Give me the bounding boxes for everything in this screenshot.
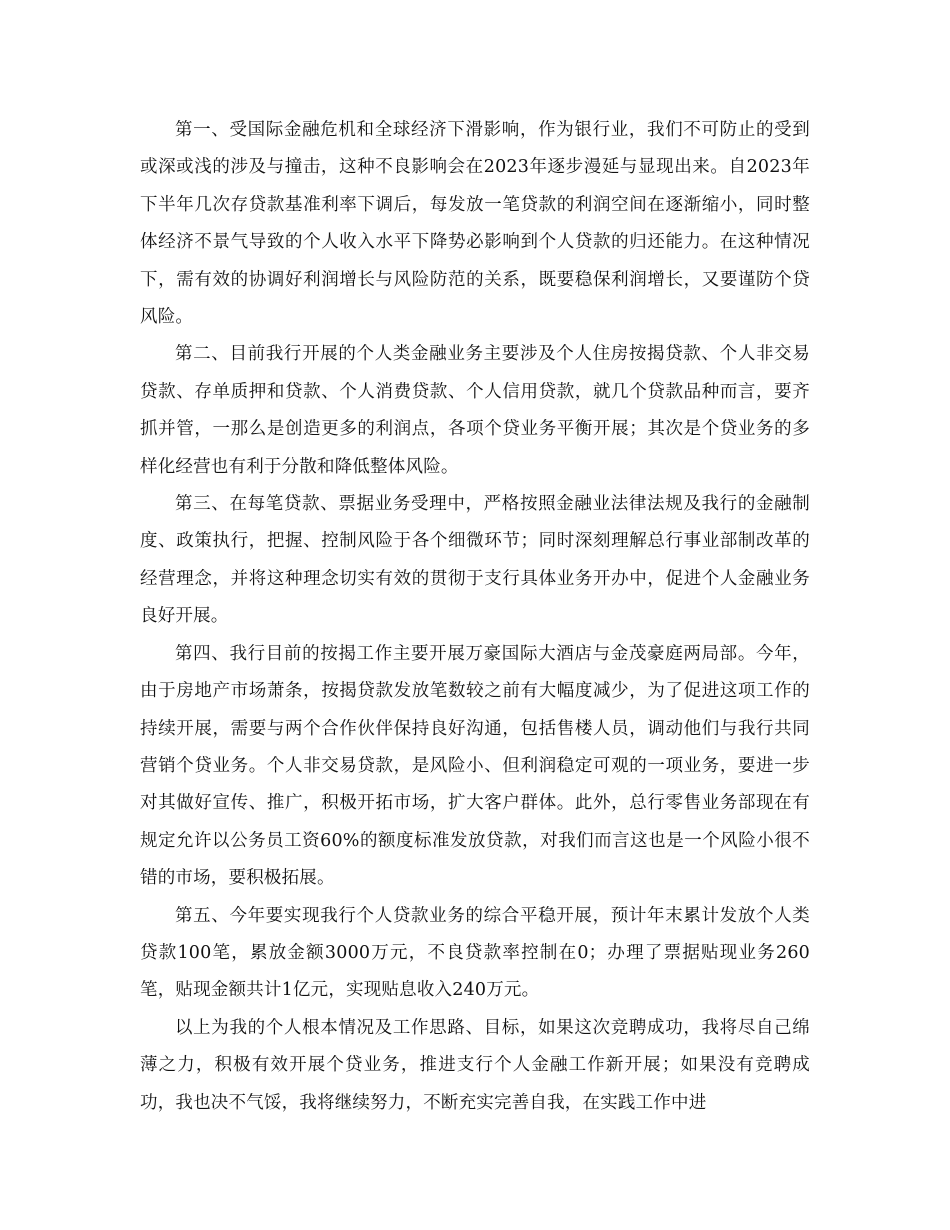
paragraph-3: 第三、在每笔贷款、票据业务受理中，严格按照金融业法律法规及我行的金融制度、政策执行，把握、控制风险于各个细微环节；同时深刻理解总行事业部制改革的经营理念，并将这种理念切实有效的贯彻于支行具体业务开办中，促进个人金融业务良好开展。 <box>140 494 810 627</box>
paragraph-6: 以上为我的个人根本情况及工作思路、目标，如果这次竞聘成功，我将尽自己绵薄之力，积极有效开展个贷业务，推进支行个人金融工作新开展；如果没有竞聘成功，我也决不气馁，我将继续努力，不断充实完善自我，在实践工作中进 <box>140 1017 810 1113</box>
document-body <box>140 112 810 1122</box>
paragraph-5: 第五、今年要实现我行个人贷款业务的综合平稳开展，预计年末累计发放个人类贷款100笔，累放金额3000万元，不良贷款率控制在0；办理了票据贴现业务260笔，贴现金额共计1亿元，实现贴息收入240万元。 <box>140 905 810 1001</box>
paragraph-2: 第二、目前我行开展的个人类金融业务主要涉及个人住房按揭贷款、个人非交易贷款、存单质押和贷款、个人消费贷款、个人信用贷款，就几个贷款品种而言，要齐抓并管，一那么是创造更多的利润点，各项个贷业务平衡开展；其次是个贷业务的多样化经营也有利于分散和降低整体风险。 <box>140 344 810 477</box>
paragraph-4: 第四、我行目前的按揭工作主要开展万豪国际大酒店与金茂豪庭两局部。今年，由于房地产市场萧条，按揭贷款发放笔数较之前有大幅度减少，为了促进这项工作的持续开展，需要与两个合作伙伴保持良好沟通，包括售楼人员，调动他们与我行共同营销个贷业务。个人非交易贷款，是风险小、但利润稳定可观的一项业务，要进一步对其做好宣传、推广，积极开拓市场，扩大客户群体。此外，总行零售业务部现在有规定允许以公务员工资60%的额度标准发放贷款，对我们而言这也是一个风险小很不错的市场，要积极拓展。 <box>140 643 810 889</box>
paragraph-1: 第一、受国际金融危机和全球经济下滑影响，作为银行业，我们不可防止的受到或深或浅的涉及与撞击，这种不良影响会在2023年逐步漫延与显现出来。自2023年下半年几次存贷款基准利率下调后，每发放一笔贷款的利润空间在逐渐缩小，同时整体经济不景气导致的个人收入水平下降势必影响到个人贷款的归还能力。在这种情况下，需有效的协调好利润增长与风险防范的关系，既要稳保利润增长，又要谨防个贷风险。 <box>140 120 810 328</box>
